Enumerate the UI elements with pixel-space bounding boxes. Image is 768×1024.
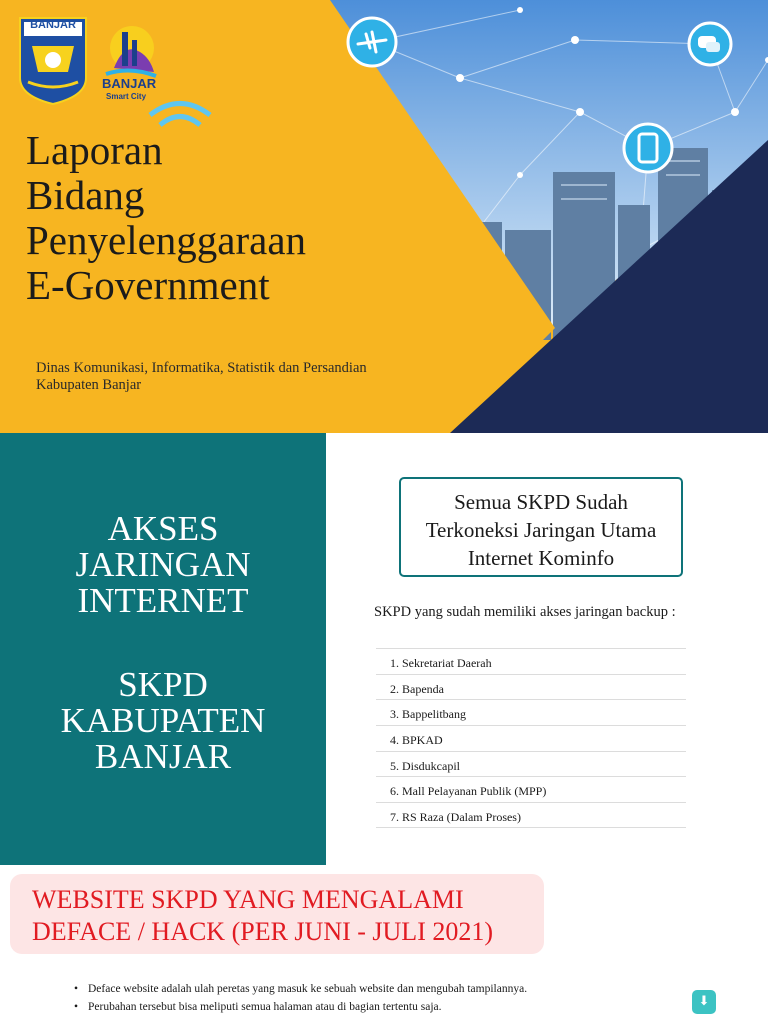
list-item: • Deface website adalah ulah peretas yang masuk ke sebuah website dan mengubah tampilannya.	[74, 980, 527, 998]
chat-icon	[689, 23, 731, 65]
list-item: 6. Mall Pelayanan Publik (MPP)	[376, 776, 686, 802]
heading-line: KABUPATEN	[60, 701, 266, 740]
deface-hack-banner	[10, 874, 544, 954]
airplane-icon	[348, 18, 396, 66]
cover-hero	[0, 0, 768, 433]
banner-line: DEFACE / HACK (PER JUNI - JULI 2021)	[32, 917, 494, 946]
list-item: 1. Sekretariat Daerah	[376, 648, 686, 674]
network-access-panel	[0, 433, 326, 865]
status-line: Terkoneksi Jaringan Utama	[425, 518, 657, 542]
status-line: Semua SKPD Sudah	[454, 490, 628, 514]
skpd-heading	[0, 667, 326, 775]
status-line: Internet Kominfo	[467, 546, 615, 570]
list-item: 7. RS Raza (Dalam Proses)	[376, 802, 686, 828]
smart-city-name: BANJAR	[102, 76, 157, 91]
smartphone-icon	[624, 124, 672, 172]
heading-line: AKSES	[107, 509, 219, 548]
title-line: Penyelenggaraan	[26, 217, 307, 263]
heading-line: BANJAR	[94, 737, 232, 776]
list-item: 4. BPKAD	[376, 725, 686, 751]
list-item: • Perubahan tersebut bisa meliputi semua halaman atau di bagian tertentu saja.	[74, 998, 527, 1016]
backup-skpd-list	[376, 648, 686, 828]
download-icon[interactable]: ⬇	[692, 990, 716, 1014]
deface-notes	[74, 980, 527, 1016]
title-line: Laporan	[26, 127, 163, 173]
heading-line: INTERNET	[77, 581, 249, 620]
connection-status-box	[399, 477, 683, 577]
organization-line: Kabupaten Banjar	[36, 377, 142, 393]
banner-line: WEBSITE SKPD YANG MENGALAMI	[32, 885, 464, 914]
banjar-logo-text: BANJAR	[30, 19, 76, 31]
organization-name	[36, 360, 367, 394]
backup-intro-text: SKPD yang sudah memiliki akses jaringan backup :	[374, 604, 676, 620]
heading-line: SKPD	[118, 665, 208, 704]
title-line: E-Government	[26, 262, 270, 308]
list-item: 5. Disdukcapil	[376, 751, 686, 777]
organization-line: Dinas Komunikasi, Informatika, Statistik dan Persandian	[36, 360, 367, 376]
report-title	[26, 128, 306, 308]
title-line: Bidang	[26, 172, 145, 218]
list-item: 2. Bapenda	[376, 674, 686, 700]
heading-line: JARINGAN	[75, 545, 251, 584]
network-access-heading	[0, 511, 326, 619]
smart-city-tagline: Smart City	[106, 92, 147, 101]
list-item: 3. Bappelitbang	[376, 699, 686, 725]
